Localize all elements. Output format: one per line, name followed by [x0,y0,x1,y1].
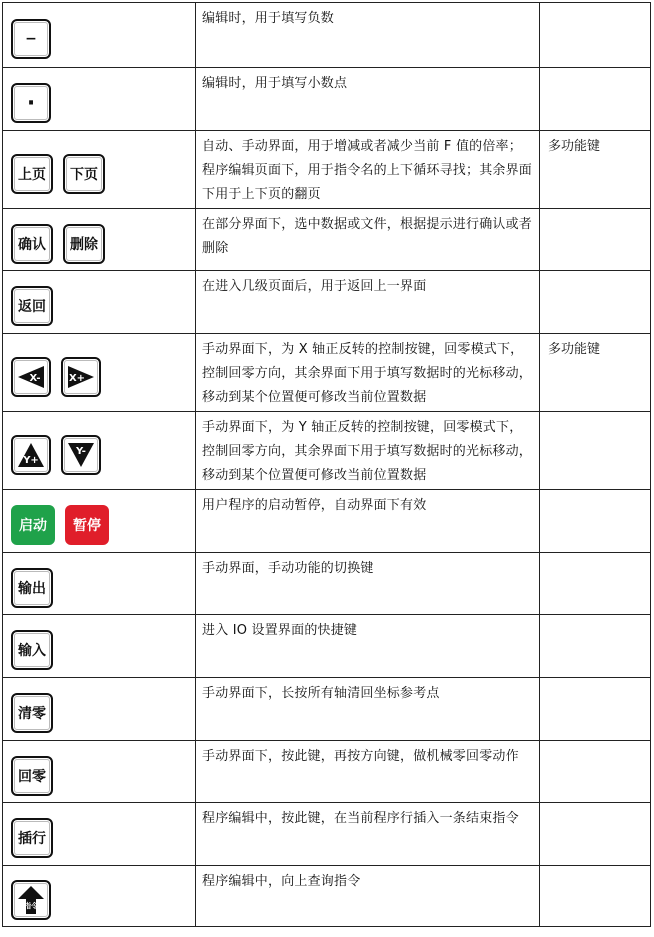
key-cell [3,412,196,490]
note [540,803,651,866]
description: 程序编辑中，向上查询指令 [196,866,540,927]
key-cell [3,68,196,131]
note [540,678,651,741]
y-plus-label: Y+ [23,454,39,466]
note [540,741,651,803]
description: 用户程序的启动暂停，自动界面下有效 [196,490,540,553]
left-arrow-icon [16,364,46,390]
decimal-point-key[interactable]: · [11,83,51,123]
note [540,68,651,131]
table-row [3,553,651,615]
note [540,490,651,553]
x-minus-key[interactable] [11,357,51,397]
description: 在进入几级页面后，用于返回上一界面 [196,271,540,334]
confirm-key[interactable]: 确认 [11,224,53,264]
key-cell [3,741,196,803]
description: 编辑时，用于填写小数点 [196,68,540,131]
table-row [3,68,651,131]
y-minus-label: Y- [76,445,86,457]
clear-key[interactable]: 清零 [11,693,53,733]
input-key[interactable]: 输入 [11,630,53,670]
description: 手动界面下，长按所有轴清回坐标参考点 [196,678,540,741]
y-plus-key[interactable] [11,435,51,475]
insert-line-key[interactable]: 插行 [11,818,53,858]
start-key[interactable]: 启动 [11,505,55,545]
key-cell [3,3,196,68]
delete-key[interactable]: 删除 [63,224,105,264]
description: 手动界面，手动功能的切换键 [196,553,540,615]
note [540,553,651,615]
home-key[interactable]: 回零 [11,756,53,796]
y-minus-key[interactable] [61,435,101,475]
key-cell [3,334,196,412]
key-cell [3,615,196,678]
note [540,209,651,271]
description: 在部分界面下，选中数据或文件，根据提示进行确认或者删除 [196,209,540,271]
page-up-key[interactable]: 上页 [11,154,53,194]
instruction-up-key[interactable] [11,880,51,920]
key-cell [3,209,196,271]
note [540,271,651,334]
page-down-key[interactable]: 下页 [63,154,105,194]
table-row [3,412,651,490]
note [540,3,651,68]
pause-key[interactable]: 暂停 [65,505,109,545]
key-function-table [2,2,651,927]
table-row [3,615,651,678]
table-row [3,334,651,412]
key-cell [3,271,196,334]
x-minus-label: X- [29,372,41,384]
description: 进入 IO 设置界面的快捷键 [196,615,540,678]
x-plus-key[interactable] [61,357,101,397]
description: 手动界面下，为 X 轴正反转的控制按键，回零模式下，控制回零方向，其余界面下用于填写数据时的光标移动，移动到某个位置便可修改当前位置数据 [196,334,540,412]
table-row [3,131,651,209]
x-plus-label: X+ [68,372,86,384]
key-cell [3,553,196,615]
table-row [3,3,651,68]
key-cell [3,803,196,866]
up-arrow-icon [17,885,45,915]
table-row [3,490,651,553]
table-row [3,803,651,866]
table-row [3,741,651,803]
key-cell [3,131,196,209]
up-arrow-icon [16,441,46,469]
right-arrow-icon [66,364,96,390]
description: 手动界面下，为 Y 轴正反转的控制按键，回零模式下，控制回零方向，其余界面下用于填写数据时的光标移动，移动到某个位置便可修改当前位置数据 [196,412,540,490]
minus-key[interactable]: − [11,19,51,59]
description: 程序编辑中，按此键，在当前程序行插入一条结束指令 [196,803,540,866]
table-row [3,209,651,271]
down-arrow-icon [66,441,96,469]
description: 手动界面下，按此键，再按方向键，做机械零回零动作 [196,741,540,803]
description: 编辑时，用于填写负数 [196,3,540,68]
instruction-label: 指令 [24,902,38,910]
table-row [3,271,651,334]
key-cell [3,490,196,553]
note: 多功能键 [540,131,651,209]
table-row [3,866,651,927]
note [540,866,651,927]
note [540,412,651,490]
key-cell [3,678,196,741]
note [540,615,651,678]
description: 自动、手动界面，用于增减或者减少当前 F 值的倍率；程序编辑页面下，用于指令名的上下循环寻找；其余界面下用于上下页的翻页 [196,131,540,209]
note: 多功能键 [540,334,651,412]
table-row [3,678,651,741]
key-cell [3,866,196,927]
back-key[interactable]: 返回 [11,286,53,326]
output-key[interactable]: 输出 [11,568,53,608]
